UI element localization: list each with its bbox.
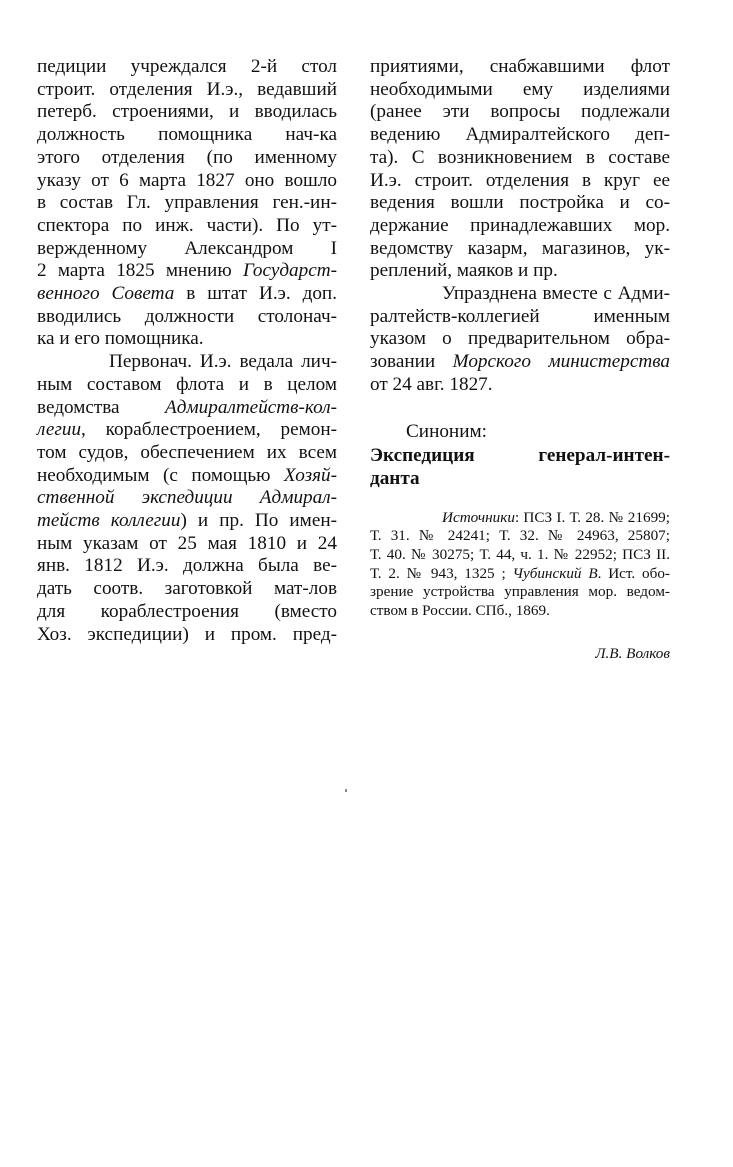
right-paragraph-2 [370, 283, 670, 397]
cross-reference: Адмиралтейств-кол- [165, 396, 337, 418]
text-line: должность помощника нач-ка [37, 124, 337, 146]
text-line: Источники: ПСЗ I. Т. 28. № 21699; [442, 508, 670, 526]
text-line: Хоз. экспедиции) и пром. пред- [37, 623, 337, 645]
cross-reference: Государст- [242, 260, 337, 282]
right-paragraph-1 [370, 56, 670, 283]
text-line: от 24 авг. 1827. [370, 373, 493, 395]
text-line: педиции учреждался 2-й стол [37, 56, 337, 77]
text-line: тейств коллегии) и пр. По имен- [37, 510, 337, 532]
cross-reference: венного Совета [37, 283, 175, 305]
right-column [370, 56, 670, 666]
text-line: строит. отделения И.э., ведавший [37, 78, 337, 100]
text-line: необходимыми ему изделиями [370, 78, 670, 100]
text-line: ством в России. СПб., 1869. [370, 602, 550, 620]
text-line: ка и его помощника. [37, 328, 204, 350]
text-line: легии, кораблестроением, ремон- [37, 419, 337, 441]
cross-reference: Хозяй- [283, 464, 337, 486]
text-line: Упразднена вместе с Адми- [442, 283, 670, 305]
cross-reference: легии [37, 419, 82, 441]
text-line: в состав Гл. управления ген.-ин- [37, 192, 337, 214]
text-line: зовании Морского министерства [370, 351, 670, 373]
text-line: та). С возникновением в составе [370, 146, 670, 168]
text-line [37, 487, 337, 510]
text-line: ралтейств-коллегией именным [370, 305, 670, 327]
text-line: ведомства Адмиралтейств-кол- [37, 396, 337, 418]
left-paragraph-1 [37, 56, 337, 351]
text-line: вержденному Александром I [37, 237, 337, 259]
sources-label: Источники [442, 508, 515, 526]
text-line: Т. 40. № 30275; Т. 44, ч. 1. № 22952; ПСЗ II. [370, 546, 670, 564]
text-line: Экспедиция генерал-интен- [370, 445, 670, 467]
article-author: Л.В. Волков [595, 644, 670, 662]
text-line: И.э. строит. отделения в круг ее [370, 169, 670, 191]
cross-reference: Морского министерства [452, 351, 670, 373]
text-line: приятиями, снабжавшими флот [370, 56, 670, 77]
text-line: данта [370, 467, 420, 489]
left-paragraph-2 [37, 351, 337, 646]
text-line: том судов, обеспечением их всем [37, 441, 337, 463]
left-column [37, 56, 337, 646]
cited-author: Чубинский В [512, 564, 598, 582]
cross-reference: тейств коллегии [37, 510, 181, 532]
text-line: 2 марта 1825 мнению Государст- [37, 260, 337, 282]
text-line: ным составом флота и в целом [37, 373, 337, 395]
text-line: Первонач. И.э. ведала лич- [109, 351, 337, 373]
text-line: венного Совета в штат И.э. доп. [37, 283, 337, 305]
text-line: ведения вошли постройка и со- [370, 192, 670, 214]
text-line: янв. 1812 И.э. должна была ве- [37, 555, 337, 577]
text-line: ведению Адмиралтейского деп- [370, 124, 670, 146]
text-line: держание принадлежавших мор. [370, 214, 670, 236]
sources-block [370, 509, 670, 621]
text-line: вводились должности столонач- [37, 305, 337, 327]
text-line: петерб. строениями, и вводилась [37, 101, 337, 123]
text-line: необходимым (с помощью Хозяй- [37, 464, 337, 486]
synonym-term [370, 445, 670, 490]
text-line: указом о предварительном обра- [370, 328, 670, 350]
text-line: ным указам от 25 мая 1810 и 24 [37, 532, 337, 554]
text-line: Т. 2. № 943, 1325 ; Чубинский В. Ист. обо- [370, 564, 670, 582]
text-line: спектора по инж. части). По ут- [37, 214, 337, 236]
synonym-label: Синоним: [406, 420, 487, 442]
text-line: этого отделения (по именному [37, 146, 337, 168]
text-line: дать соотв. заготовкой мат-лов [37, 578, 337, 600]
text-line: указу от 6 марта 1827 оно вошло [37, 169, 337, 191]
text-line: реплений, маяков и пр. [370, 260, 558, 282]
text-line: Т. 31. № 24241; Т. 32. № 24963, 25807; [370, 527, 670, 545]
text-line: (ранее эти вопросы подлежали [370, 101, 670, 123]
cross-reference: ственной экспедиции Адмирал- [37, 487, 337, 509]
text-line: для кораблестроения (вместо [37, 600, 337, 622]
text-line: зрение устройства управления мор. ведом- [370, 583, 670, 601]
scan-speck [345, 789, 347, 792]
text-line: ведомству казарм, магазинов, ук- [370, 237, 670, 259]
